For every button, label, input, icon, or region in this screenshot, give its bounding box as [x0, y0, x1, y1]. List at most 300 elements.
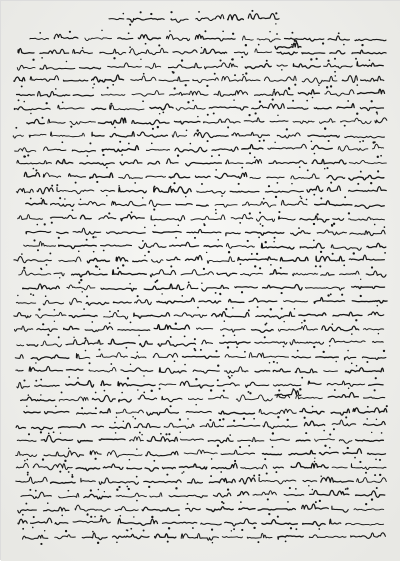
ink-word: [172, 132, 186, 138]
diacritic-dot: [241, 167, 243, 169]
ink-word: [176, 105, 205, 110]
ink-word: [101, 245, 132, 246]
ink-word: [166, 35, 189, 41]
ink-word: [239, 477, 255, 483]
ink-word: [27, 344, 38, 346]
diacritic-dot: [356, 112, 358, 114]
ink-word: [150, 270, 175, 277]
ink-word: [317, 230, 346, 235]
diacritic-dot: [59, 197, 61, 199]
ink-word: [175, 147, 207, 152]
ink-word: [14, 313, 31, 318]
ink-word: [148, 161, 160, 164]
ink-word: [82, 533, 107, 540]
ink-word: [187, 285, 198, 289]
diacritic-dot: [117, 310, 119, 312]
diacritic-dot: [262, 225, 264, 227]
diacritic-dot: [301, 197, 303, 199]
diacritic-dot: [160, 433, 162, 435]
ink-word: [230, 191, 259, 192]
ink-word: [221, 450, 254, 455]
diacritic-dot: [377, 156, 379, 158]
diacritic-dot: [89, 142, 91, 144]
diacritic-dot: [181, 59, 183, 61]
diacritic-dot: [109, 322, 111, 324]
diacritic-dot: [137, 295, 139, 297]
ink-word: [201, 523, 222, 525]
diacritic-dot: [254, 156, 256, 158]
diacritic-dot: [187, 503, 189, 505]
diacritic-dot: [231, 375, 233, 377]
ink-word: [248, 14, 279, 20]
diacritic-dot: [318, 84, 320, 86]
diacritic-dot: [259, 101, 261, 103]
ink-word: [204, 246, 222, 247]
diacritic-dot: [142, 240, 144, 242]
diacritic-dot: [153, 209, 155, 211]
ink-word: [131, 76, 156, 81]
ink-word: [362, 357, 385, 360]
diacritic-dot: [306, 199, 308, 201]
diacritic-dot: [240, 501, 242, 503]
diacritic-dot: [114, 127, 116, 129]
diacritic-dot: [204, 30, 206, 32]
manuscript-line: [17, 333, 384, 351]
ink-word: [295, 368, 317, 373]
diacritic-dot: [80, 199, 82, 201]
ink-word: [145, 468, 159, 471]
diacritic-dot: [175, 237, 177, 239]
diacritic-dot: [283, 346, 285, 348]
ink-word: [92, 426, 104, 427]
diacritic-dot: [49, 253, 51, 255]
ink-word: [17, 65, 35, 70]
diacritic-dot: [201, 283, 202, 284]
ink-word: [59, 493, 79, 498]
diacritic-dot: [258, 236, 260, 238]
diacritic-dot: [221, 501, 223, 503]
diacritic-dot: [158, 44, 160, 46]
ink-word: [255, 342, 287, 345]
diacritic-dot: [248, 391, 250, 393]
ink-word: [265, 190, 303, 192]
diacritic-dot: [329, 447, 331, 449]
diacritic-dot: [380, 155, 382, 157]
ink-word: [137, 132, 167, 137]
ink-word: [222, 536, 242, 537]
ink-word: [17, 440, 36, 441]
diacritic-dot: [231, 530, 232, 531]
diacritic-dot: [119, 141, 121, 143]
ink-word: [110, 105, 144, 110]
diacritic-dot: [194, 349, 196, 351]
ink-word: [70, 298, 82, 304]
ink-word: [324, 371, 338, 372]
ink-word: [241, 465, 267, 469]
ink-word: [245, 232, 283, 235]
ink-word: [50, 203, 74, 206]
ink-word: [238, 257, 277, 261]
ink-word: [305, 287, 344, 290]
diacritic-dot: [145, 43, 147, 45]
ink-word: [162, 522, 196, 523]
diacritic-dot: [215, 350, 217, 352]
diacritic-dot: [329, 345, 330, 346]
diacritic-dot: [316, 58, 318, 60]
diacritic-dot: [324, 128, 326, 130]
diacritic-dot: [207, 140, 209, 142]
diacritic-dot: [272, 98, 274, 100]
diacritic-dot: [175, 487, 177, 489]
diacritic-dot: [263, 198, 265, 200]
diacritic-dot: [116, 541, 118, 543]
diacritic-dot: [120, 515, 122, 517]
ink-word: [140, 341, 153, 347]
ink-word: [372, 341, 383, 342]
diacritic-dot: [334, 389, 336, 391]
diacritic-dot: [62, 102, 64, 104]
diacritic-dot: [54, 309, 56, 311]
ink-word: [197, 191, 225, 194]
diacritic-dot: [257, 306, 259, 308]
ink-word: [54, 273, 64, 276]
manuscript-line: [18, 44, 386, 61]
ink-word: [158, 340, 196, 346]
diacritic-dot: [320, 197, 322, 199]
diacritic-dot: [121, 154, 123, 156]
diacritic-dot: [281, 308, 283, 310]
ink-word: [14, 107, 50, 110]
diacritic-dot: [33, 168, 35, 170]
ink-word: [85, 326, 113, 332]
diacritic-dot: [300, 196, 302, 198]
diacritic-dot: [40, 394, 41, 395]
ink-word: [59, 245, 97, 249]
ink-word: [21, 397, 55, 401]
ink-word: [15, 355, 23, 359]
diacritic-dot: [347, 350, 349, 352]
ink-word: [188, 398, 202, 399]
diacritic-dot: [102, 154, 104, 156]
manuscript-line: [18, 514, 384, 531]
diacritic-dot: [233, 99, 235, 101]
ink-word: [226, 243, 254, 248]
diacritic-dot: [248, 114, 250, 116]
diacritic-dot: [314, 153, 316, 155]
diacritic-dot: [192, 527, 194, 529]
diacritic-dot: [30, 113, 31, 114]
diacritic-dot: [320, 251, 322, 253]
ink-word: [361, 76, 384, 81]
ink-word: [26, 231, 51, 234]
ink-word: [134, 313, 170, 319]
ink-word: [302, 53, 325, 54]
ink-word: [68, 174, 85, 178]
diacritic-dot: [374, 474, 376, 476]
ink-word: [73, 518, 110, 523]
diacritic-dot: [17, 295, 18, 296]
diacritic-dot: [301, 322, 302, 323]
ink-word: [298, 90, 319, 95]
manuscript-line: [14, 306, 384, 322]
ink-word: [316, 357, 339, 358]
diacritic-dot: [294, 84, 296, 86]
ink-word: [55, 535, 76, 539]
diacritic-dot: [67, 490, 69, 492]
ink-word: [115, 507, 138, 511]
diacritic-dot: [91, 321, 93, 323]
diacritic-dot: [324, 445, 326, 447]
ink-word: [212, 463, 238, 468]
diacritic-dot: [277, 516, 279, 518]
diacritic-dot: [151, 143, 153, 145]
ink-word: [48, 119, 65, 123]
diacritic-dot: [357, 183, 359, 185]
diacritic-dot: [270, 264, 272, 266]
diacritic-dot: [274, 237, 276, 239]
diacritic-dot: [110, 103, 112, 105]
diacritic-dot: [72, 209, 74, 211]
diacritic-dot: [123, 13, 125, 15]
ink-word: [79, 201, 106, 205]
diacritic-dot: [58, 336, 60, 338]
diacritic-dot: [207, 114, 209, 116]
diacritic-dot: [185, 84, 187, 86]
diacritic-dot: [264, 336, 266, 338]
ink-word: [78, 440, 93, 442]
diacritic-dot: [144, 227, 146, 229]
diacritic-dot: [136, 500, 138, 502]
ink-word: [43, 147, 65, 151]
ink-word: [270, 439, 289, 440]
diacritic-dot: [327, 167, 329, 169]
ink-word: [176, 204, 192, 205]
diacritic-dot: [328, 140, 330, 142]
diacritic-dot: [106, 195, 108, 197]
ink-word: [227, 425, 260, 427]
ink-word: [73, 94, 93, 96]
ink-word: [116, 257, 128, 261]
diacritic-dot: [245, 72, 247, 74]
diacritic-dot: [351, 333, 353, 335]
ink-word: [332, 506, 348, 512]
manuscript-line: [14, 252, 385, 268]
diacritic-dot: [110, 363, 112, 365]
diacritic-dot: [187, 101, 189, 103]
diacritic-dot: [374, 389, 376, 391]
diacritic-dot: [384, 252, 386, 254]
ink-word: [355, 491, 384, 498]
diacritic-dot: [310, 58, 312, 60]
diacritic-dot: [108, 212, 110, 214]
diacritic-dot: [95, 407, 97, 409]
ink-word: [278, 216, 295, 220]
ink-word: [293, 273, 318, 276]
diacritic-dot: [178, 514, 180, 516]
diacritic-dot: [264, 458, 266, 460]
diacritic-dot: [170, 186, 171, 187]
diacritic-dot: [28, 433, 30, 435]
ink-word: [103, 464, 123, 469]
ink-word: [348, 186, 386, 191]
diacritic-dot: [192, 100, 194, 102]
ink-word: [341, 118, 371, 124]
diacritic-dot: [227, 346, 229, 348]
diacritic-dot: [376, 419, 377, 420]
ink-word: [204, 63, 237, 69]
diacritic-dot: [194, 237, 196, 239]
manuscript-line: [18, 499, 384, 517]
ink-word: [357, 478, 387, 483]
ink-word: [315, 201, 352, 206]
diacritic-dot: [242, 74, 244, 76]
diacritic-dot: [68, 448, 69, 449]
diacritic-dot: [27, 474, 29, 476]
diacritic-dot: [359, 461, 361, 463]
ink-word: [278, 325, 317, 331]
diacritic-dot: [217, 445, 219, 447]
ink-word: [202, 340, 213, 344]
diacritic-dot: [286, 419, 288, 421]
diacritic-dot: [66, 61, 67, 62]
diacritic-dot: [93, 83, 95, 85]
diacritic-dot: [142, 197, 144, 199]
ink-word: [33, 464, 72, 470]
diacritic-dot: [258, 474, 260, 476]
diacritic-dot: [255, 112, 257, 114]
diacritic-dot: [42, 117, 44, 119]
ink-word: [129, 48, 168, 55]
ink-word: [225, 355, 246, 358]
diacritic-dot: [365, 472, 367, 474]
diacritic-dot: [366, 418, 368, 420]
ink-word: [181, 533, 218, 540]
ink-word: [259, 409, 296, 414]
diacritic-dot: [211, 155, 213, 157]
manuscript-line: [24, 169, 384, 185]
ink-word: [355, 39, 386, 41]
manuscript-line: [27, 111, 387, 130]
diacritic-dot: [56, 184, 58, 186]
ink-word: [132, 91, 164, 97]
ink-word: [262, 520, 298, 525]
ink-word: [200, 422, 224, 427]
diacritic-dot: [41, 57, 43, 59]
ink-word: [363, 421, 385, 425]
ink-word: [13, 135, 23, 138]
diacritic-dot: [265, 323, 267, 325]
ink-word: [357, 89, 384, 94]
ink-word: [18, 215, 43, 220]
diacritic-dot: [45, 295, 47, 297]
diacritic-dot: [348, 388, 350, 390]
ink-word: [217, 273, 237, 276]
ink-word: [222, 76, 260, 81]
ink-word: [17, 160, 52, 164]
ink-word: [92, 395, 115, 401]
ink-word: [102, 146, 138, 152]
diacritic-dot: [324, 168, 326, 170]
ink-word: [207, 257, 234, 264]
ink-word: [321, 477, 354, 482]
ink-word: [263, 422, 297, 429]
ink-word: [90, 173, 113, 178]
manuscript-line: [16, 416, 385, 435]
ink-word: [16, 477, 47, 483]
diacritic-dot: [371, 432, 372, 433]
ink-word: [250, 177, 260, 178]
ink-word: [300, 243, 324, 248]
diacritic-dot: [107, 87, 109, 89]
diacritic-dot: [223, 502, 225, 504]
diacritic-dot: [292, 388, 294, 390]
ink-word: [337, 104, 354, 109]
ink-word: [229, 299, 244, 302]
ink-word: [37, 187, 53, 193]
diacritic-dot: [365, 503, 367, 505]
diacritic-dot: [233, 420, 235, 422]
ink-word: [76, 353, 90, 358]
ink-word: [202, 285, 229, 291]
diacritic-dot: [334, 58, 336, 60]
diacritic-dot: [307, 169, 309, 171]
ink-word: [185, 255, 202, 260]
ink-word: [127, 18, 164, 22]
ink-word: [151, 260, 163, 263]
diacritic-dot: [259, 267, 261, 269]
diacritic-dot: [23, 267, 25, 269]
diacritic-dot: [335, 361, 337, 363]
ink-word: [199, 301, 221, 304]
ink-word: [131, 356, 146, 359]
ink-word: [24, 412, 40, 413]
ink-word: [255, 370, 270, 372]
ink-word: [119, 174, 143, 178]
diacritic-dot: [86, 295, 88, 297]
diacritic-dot: [96, 181, 98, 183]
ink-word: [16, 302, 35, 304]
diacritic-dot: [343, 44, 345, 46]
diacritic-dot: [275, 196, 277, 198]
diacritic-dot: [286, 128, 288, 130]
ink-word: [228, 15, 244, 21]
diacritic-dot: [332, 253, 334, 255]
diacritic-dot: [229, 434, 231, 436]
ink-word: [293, 121, 314, 124]
diacritic-dot: [232, 33, 234, 35]
diacritic-dot: [198, 11, 200, 13]
ink-word: [366, 271, 386, 277]
diacritic-dot: [318, 528, 320, 530]
diacritic-dot: [315, 501, 317, 503]
diacritic-dot: [292, 100, 294, 102]
diacritic-dot: [21, 253, 23, 255]
diacritic-dot: [383, 350, 385, 352]
diacritic-dot: [220, 471, 222, 473]
ink-word: [139, 243, 166, 249]
ink-word: [18, 48, 34, 53]
ink-word: [63, 80, 87, 81]
diacritic-dot: [210, 389, 212, 391]
ink-word: [66, 381, 94, 388]
diacritic-dot: [306, 100, 308, 102]
ink-word: [239, 508, 255, 510]
diacritic-dot: [278, 211, 280, 213]
manuscript-line: [16, 361, 384, 379]
diacritic-dot: [127, 530, 129, 532]
ink-word: [90, 451, 101, 455]
ink-word: [322, 326, 359, 331]
